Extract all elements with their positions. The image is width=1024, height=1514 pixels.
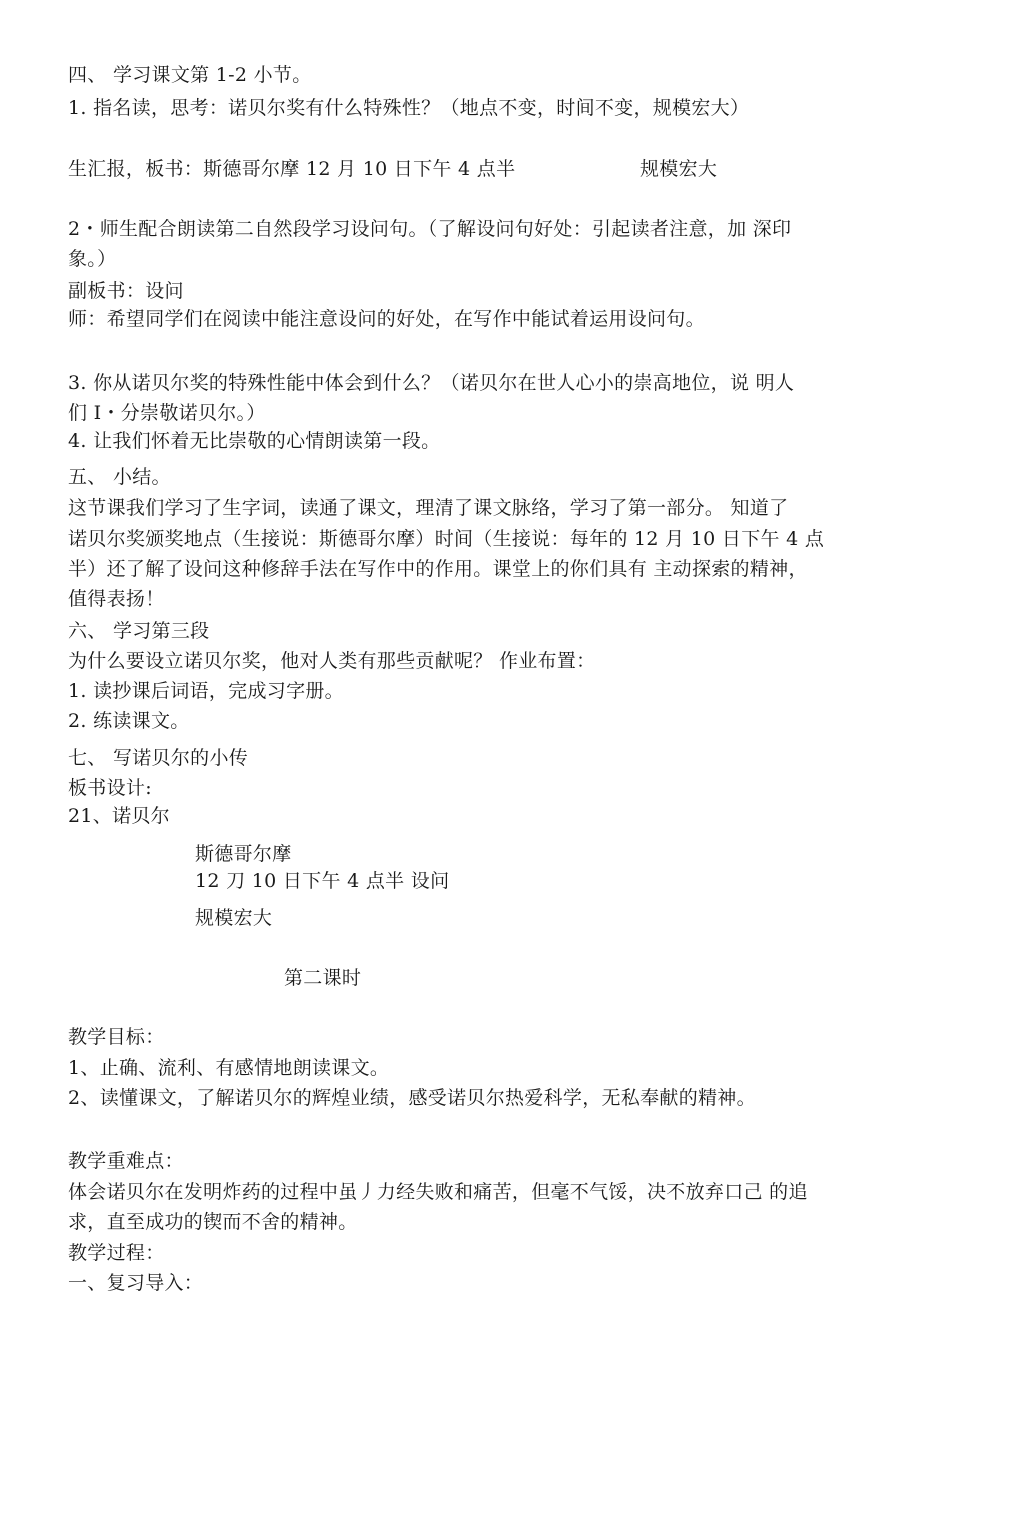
student-report-line [68, 157, 968, 181]
process-heading: 教学过程： [68, 1242, 165, 1264]
summary-line-1: 这节课我们学习了生字词，读通了课文，理清了课文脉络，学习了第一部分。 知道了 [68, 497, 789, 519]
summary-line-3: 半）还了解了设问这种修辞手法在写作中的作用。课堂上的你们具有 主动探索的精神， [68, 558, 808, 580]
key-points-line-1: 体会诺贝尔在发明炸药的过程中虽丿力经失败和痛苦，但毫不气馁，决不放弃口己 的追 [68, 1181, 808, 1203]
section-7-heading: 七、 写诺贝尔的小传 [68, 747, 249, 769]
section-4-heading: 四、 学习课文第 1-2 小节。 [68, 64, 312, 86]
student-report-scale: 规模宏大 [640, 158, 718, 180]
teacher-note: 师：希望同学们在阅读中能注意设问的好处，在写作中能试着运用设问句。 [68, 308, 705, 330]
homework-item-1: 1. 读抄课后词语，完成习字册。 [68, 680, 344, 702]
summary-line-2: 诺贝尔奖颁奖地点（生接说：斯德哥尔摩）时间（生接说：每年的 12 月 10 日下午 4 点 [68, 528, 825, 550]
section-6-heading: 六、 学习第三段 [68, 620, 210, 642]
student-report-text: 生汇报，板书：斯德哥尔摩 12 月 10 日下午 4 点半 [68, 158, 516, 180]
question-3-line-2: 们 I・分崇敬诺贝尔。） [68, 402, 266, 424]
question-1: 1. 指名读，思考：诺贝尔奖有什么特殊性？（地点不变，时间不变，规模宏大） [68, 97, 750, 119]
goal-item-2: 2、读懂课文，了解诺贝尔的辉煌业绩，感受诺贝尔热爱科学，无私奉献的精神。 [68, 1087, 756, 1109]
question-3-line-1: 3. 你从诺贝尔奖的特殊性能中体会到什么？（诺贝尔在世人心小的崇高地位，说 明人 [68, 372, 795, 394]
board-lesson-title: 21、诺贝尔 [68, 805, 170, 827]
question-2-line-2: 象。） [68, 248, 117, 270]
key-points-line-2: 求，直至成功的锲而不舍的精神。 [68, 1211, 358, 1233]
section-6-question: 为什么要设立诺贝尔奖，他对人类有那些贡献呢？ 作业布置： [68, 650, 596, 672]
homework-item-2: 2. 练读课文。 [68, 710, 190, 732]
board-item-time: 12 刀 10 日下午 4 点半 设问 [195, 870, 450, 892]
question-2-line-1: 2・师生配合朗读第二自然段学习设问句。（了解设问句好处：引起读者注意，加 深印 [68, 218, 792, 240]
sub-board-note: 副板书：设问 [68, 280, 184, 302]
section-5-heading: 五、 小结。 [68, 466, 171, 488]
goals-heading: 教学目标： [68, 1026, 165, 1048]
summary-line-4: 值得表扬！ [68, 588, 165, 610]
process-step-1: 一、复习导入： [68, 1272, 204, 1294]
board-design-heading: 板书设计: [68, 777, 152, 799]
board-item-scale: 规模宏大 [195, 907, 273, 929]
key-points-heading: 教学重难点： [68, 1150, 184, 1172]
board-item-location: 斯德哥尔摩 [195, 843, 292, 865]
lesson-2-title: 第二课时 [284, 967, 362, 989]
goal-item-1: 1、止确、流利、有感情地朗读课文。 [68, 1057, 390, 1079]
question-4: 4. 让我们怀着无比崇敬的心情朗读第一段。 [68, 430, 441, 452]
